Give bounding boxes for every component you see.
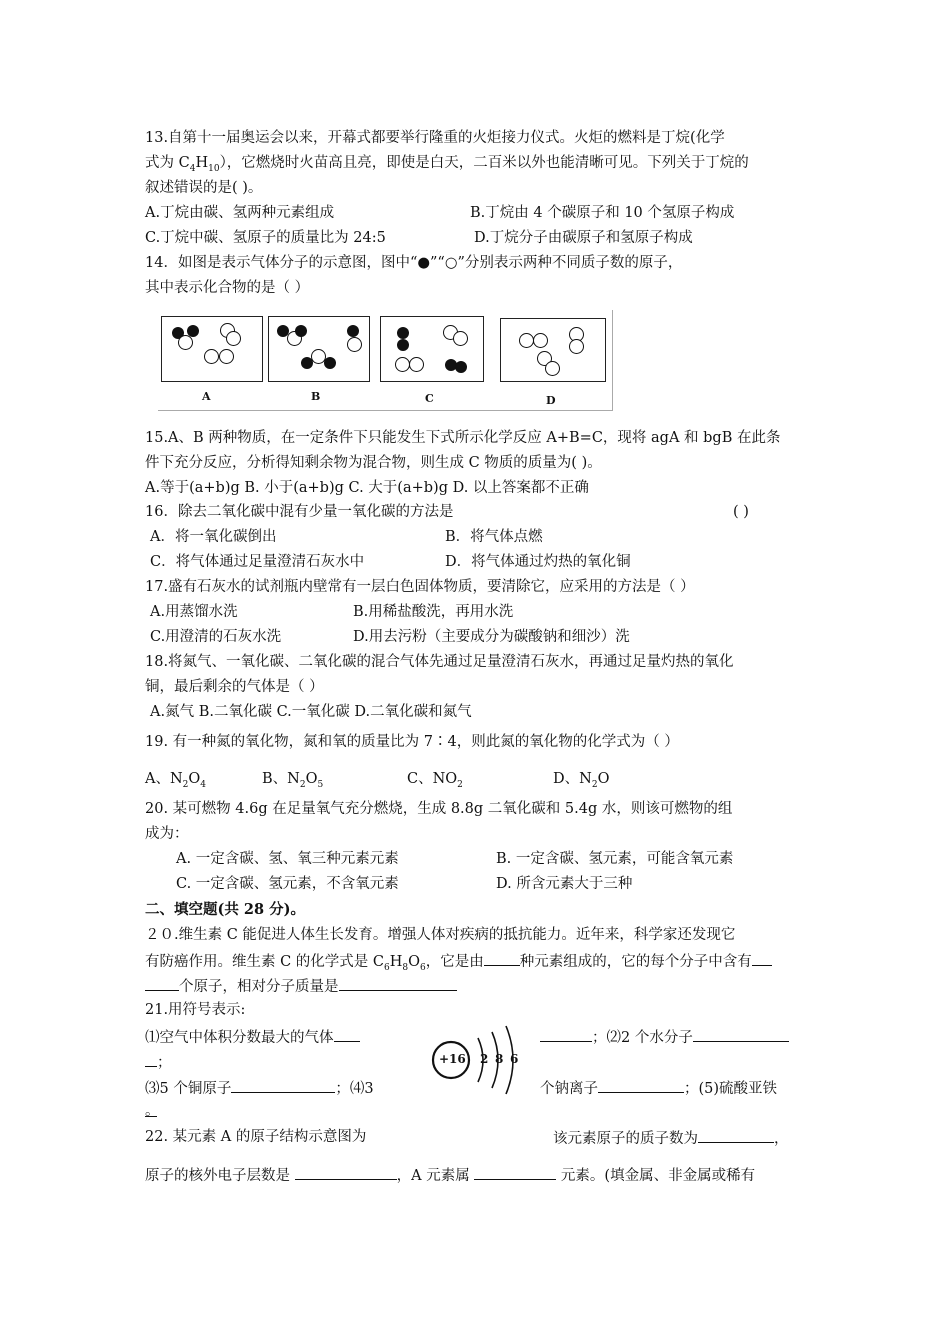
box-d <box>500 318 606 382</box>
q20-option-a: A. 一定含碳、氢、氧三种元素元素 <box>176 851 399 867</box>
q20b-line1: ２０.维生素 C 能促进人体生长发育。增强人体对疾病的抵抗能力。近年来，科学家还发现它 <box>145 927 736 943</box>
box-a <box>161 316 263 382</box>
q17-option-b: B.用稀盐酸洗，再用水洗 <box>353 604 514 620</box>
blank[interactable] <box>145 1052 157 1067</box>
blank[interactable] <box>698 1128 774 1143</box>
blank[interactable] <box>540 1027 592 1042</box>
q20-option-c: C. 一定含碳、氢元素，不含氧元素 <box>176 876 399 892</box>
q20-line1: 20. 某可燃物 4.6g 在足量氧气充分燃烧，生成 8.8g 二氧化碳和 5.4g 水，则该可燃物的组 <box>145 801 733 817</box>
q16-option-a: A．将一氧化碳倒出 <box>150 529 277 545</box>
q13-line2: 式为 $C_4H_{10}$），它燃烧时火苗高且亮，即使是白天，二百米以外也能清晰可见。下列关于丁烷的 <box>145 155 749 174</box>
q20b-line2: 有防癌作用。维生素 C 的化学式是 $C_6H_8O_6$，它是由 种元素组成的，它的每个分子中含有 <box>145 951 772 977</box>
blank[interactable] <box>693 1027 789 1042</box>
blank[interactable] <box>334 1027 360 1042</box>
q21-end <box>145 1102 160 1120</box>
q18-line2: 铜，最后剩余的气体是（ ） <box>145 679 324 695</box>
section-title: 二、填空题(共 28 分)。 <box>145 901 305 918</box>
blank[interactable]: 。 <box>145 1103 160 1119</box>
q20-option-b: B. 一定含碳、氢元素，可能含氧元素 <box>496 851 734 867</box>
q13-line3: 叙述错误的是( )。 <box>145 180 263 196</box>
label-d: D <box>546 394 556 407</box>
shell-count-3: 6 <box>510 1052 519 1066</box>
q16-option-c: C．将气体通过足量澄清石灰水中 <box>150 554 365 570</box>
blank[interactable] <box>474 1165 556 1180</box>
q19-option-c: C、$NO_2$ <box>407 771 463 790</box>
blank[interactable] <box>295 1165 397 1180</box>
q15-line1: 15.A、B 两种物质，在一定条件下只能发生下式所示化学反应 A+B=C，现将 agA 和 bgB 在此条 <box>145 430 781 446</box>
box-b <box>268 316 370 382</box>
q20-option-d: D. 所含元素大于三种 <box>496 876 633 892</box>
q18-options: A.氮气 B.二氧化碳 C.一氧化碳 D.二氧化碳和氮气 <box>150 704 472 720</box>
q19-option-a: A、$N_2O_4$ <box>145 771 207 790</box>
q17-option-a: A.用蒸馏水洗 <box>150 604 238 620</box>
q22-line1: 22. 某元素 A 的原子结构示意图为 <box>145 1129 367 1145</box>
blank[interactable] <box>231 1078 335 1093</box>
blank[interactable] <box>598 1078 684 1093</box>
q21-part1-cont: ； <box>145 1052 172 1072</box>
q16-option-d: D．将气体通过灼热的氧化铜 <box>445 554 631 570</box>
q20b-line3: 个原子，相对分子质量是 <box>145 976 457 996</box>
blank[interactable] <box>339 976 457 991</box>
q13-option-d: D.丁烷分子由碳原子和氢原子构成 <box>474 230 693 246</box>
q18-line1: 18.将氮气、一氧化碳、二氧化碳的混合气体先通过足量澄清石灰水，再通过足量灼热的氧化 <box>145 654 734 670</box>
q17-option-d: D.用去污粉（主要成分为碳酸钠和细沙）洗 <box>353 629 630 645</box>
q21-line1: 21.用符号表示: <box>145 1002 246 1018</box>
q15-line2: 件下充分反应，分析得知剩余物为混合物，则生成 C 物质的质量为( )。 <box>145 455 602 471</box>
q20-line2: 成为： <box>145 826 189 842</box>
label-a: A <box>202 390 211 403</box>
q17-line1: 17.盛有石灰水的试剂瓶内壁常有一层白色固体物质，要清除它，应采用的方法是（ ） <box>145 579 695 595</box>
nucleus-charge: +16 <box>439 1052 466 1066</box>
q16-paren: ( ) <box>733 504 749 520</box>
label-c: C <box>425 392 434 405</box>
shell-count-2: 8 <box>495 1052 504 1066</box>
q21-part5: 个钠离子 ；(5)硫酸亚铁 <box>540 1078 777 1098</box>
q13-line1: 13.自第十一届奥运会以来，开幕式都要举行隆重的火炬接力仪式。火炬的燃料是丁烷(化学 <box>145 130 725 146</box>
q21-part1: ⑴空气中体积分数最大的气体 <box>145 1027 360 1047</box>
q13-option-b: B.丁烷由 4 个碳原子和 10 个氢原子构成 <box>470 205 735 221</box>
q16-option-b: B．将气体点燃 <box>445 529 543 545</box>
q14-line1: 14．如图是表示气体分子的示意图，图中“●”“○”分别表示两种不同质子数的原子， <box>145 255 683 271</box>
q19-line1: 19. 有一种氮的氧化物，氮和氧的质量比为 7∶4，则此氮的氧化物的化学式为（ ） <box>145 734 679 750</box>
q17-option-c: C.用澄清的石灰水洗 <box>150 629 282 645</box>
shell-count-1: 2 <box>480 1052 489 1066</box>
blank[interactable] <box>145 976 179 991</box>
q13-option-c: C.丁烷中碳、氢原子的质量比为 24:5 <box>145 230 386 246</box>
label-b: B <box>311 390 321 403</box>
q19-option-b: B、$N_2O_5$ <box>262 771 324 790</box>
blank[interactable] <box>484 951 520 966</box>
atom-structure-diagram <box>428 1016 528 1100</box>
q13-option-a: A.丁烷由碳、氢两种元素组成 <box>145 205 335 221</box>
molecule-diagram <box>158 310 613 411</box>
q15-options: A.等于(a+b)g B. 小于(a+b)g C. 大于(a+b)g D. 以上答案都不正确 <box>145 480 589 496</box>
q16-line1: 16．除去二氧化碳中混有少量一氧化碳的方法是 <box>145 504 454 520</box>
box-c <box>380 316 484 382</box>
q21-part2: ；⑵2 个水分子 <box>540 1027 789 1047</box>
q14-line2: 其中表示化合物的是（ ） <box>145 280 310 296</box>
q19-option-d: D、$N_2O$ <box>553 771 610 790</box>
blank[interactable] <box>752 951 772 966</box>
q22-line1b: 该元素原子的质子数为 ， <box>553 1128 789 1148</box>
q22-line2: 原子的核外电子层数是 ，A 元素属 元素。(填金属、非金属或稀有 <box>145 1165 755 1185</box>
q21-part3: ⑶5 个铜原子 ；⑷3 <box>145 1078 374 1098</box>
